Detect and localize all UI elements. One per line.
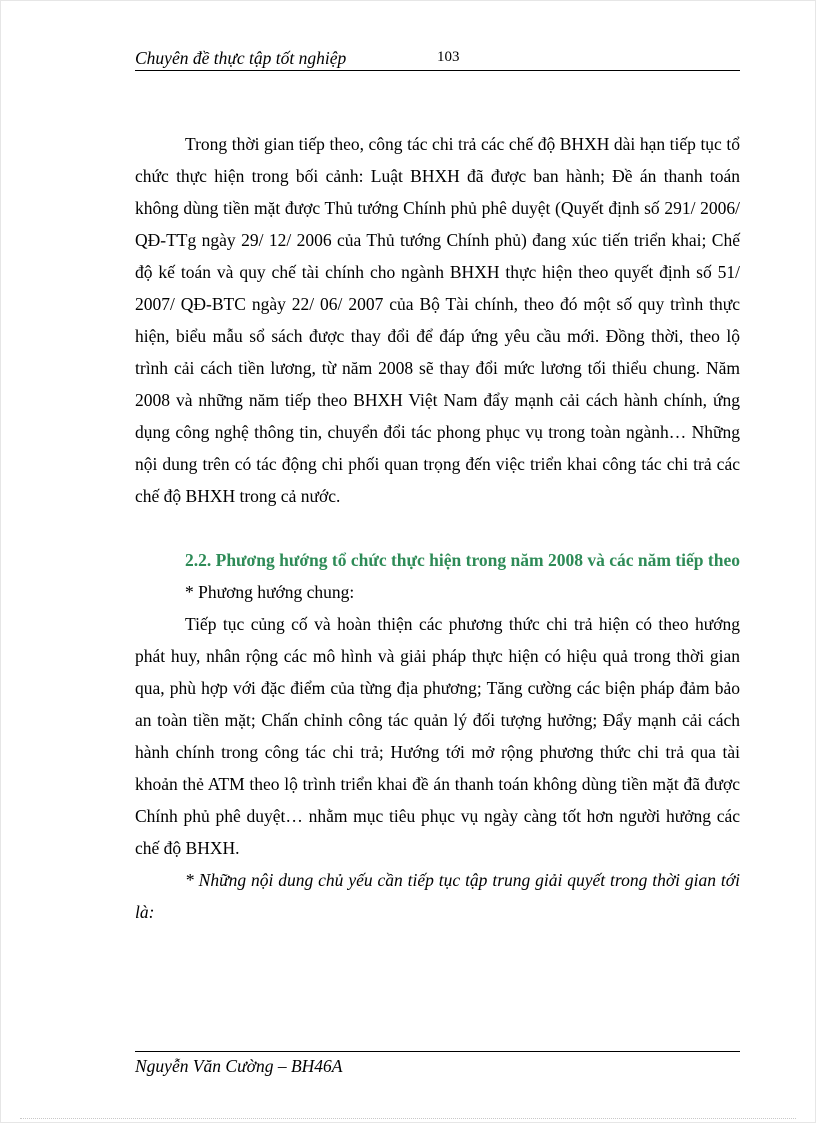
paragraph-key-contents: * Những nội dung chủ yếu cần tiếp tục tập trung giải quyết trong thời gian tới là: <box>135 870 740 922</box>
page-header <box>135 48 740 70</box>
header-title: Chuyên đề thực tập tốt nghiệp <box>135 48 347 68</box>
page-number: 103 <box>437 49 460 65</box>
subheading-general-direction: * Phương hướng chung: <box>185 582 355 602</box>
paragraph-context: Trong thời gian tiếp theo, công tác chi trả các chế độ BHXH dài hạn tiếp tục tổ chức thực hiện trong bối cảnh: Luật BHXH đã được ban hành; Đề án thanh toán không dùng tiền mặt được Thủ tướng Chính phủ phê duyệt (Quyết định số 291/ 2006/ QĐ-TTg ngày 29/ 12/ 2006 của Thủ tướng Chính phủ) đang xúc tiến triển khai; Chế độ kế toán và quy chế tài chính cho ngành BHXH thực hiện theo quyết định số 51/ 2007/ QĐ-BTC ngày 22/ 06/ 2007 của Bộ Tài chính, theo đó một số quy trình thực hiện, biểu mẫu sổ sách được thay đổi để đáp ứng yêu cầu mới. Đồng thời, theo lộ trình cải cách tiền lương, từ năm 2008 sẽ thay đổi mức lương tối thiểu chung. Năm 2008 và những năm tiếp theo BHXH Việt Nam đẩy mạnh cải cách hành chính, ứng dụng công nghệ thông tin, chuyển đổi tác phong phục vụ trong toàn ngành… Những nội dung trên có tác động chi phối quan trọng đến việc triển khai công tác chi trả các chế độ BHXH trong cả nước. <box>135 134 740 506</box>
header-rule <box>135 70 740 71</box>
page-bottom-dotted-line <box>20 1118 796 1119</box>
footer-rule <box>135 1051 740 1052</box>
document-body <box>135 128 740 928</box>
footer-author: Nguyễn Văn Cường – BH46A <box>135 1056 343 1076</box>
section-heading: 2.2. Phương hướng tổ chức thực hiện trong năm 2008 và các năm tiếp theo <box>185 550 740 570</box>
paragraph-spacer <box>135 512 740 544</box>
paragraph-general-direction: Tiếp tục củng cố và hoàn thiện các phương thức chi trả hiện có theo hướng phát huy, nhân rộng các mô hình và giải pháp thực hiện có hiệu quả trong thời gian qua, phù hợp với đặc điểm của từng địa phương; Tăng cường các biện pháp đảm bảo an toàn tiền mặt; Chấn chỉnh công tác quản lý đối tượng hưởng; Đẩy mạnh cải cách hành chính trong công tác chi trả; Hướng tới mở rộng phương thức chi trả qua tài khoản thẻ ATM theo lộ trình triển khai đề án thanh toán không dùng tiền mặt đã được Chính phủ phê duyệt… nhằm mục tiêu phục vụ ngày càng tốt hơn người hưởng các chế độ BHXH. <box>135 614 740 858</box>
